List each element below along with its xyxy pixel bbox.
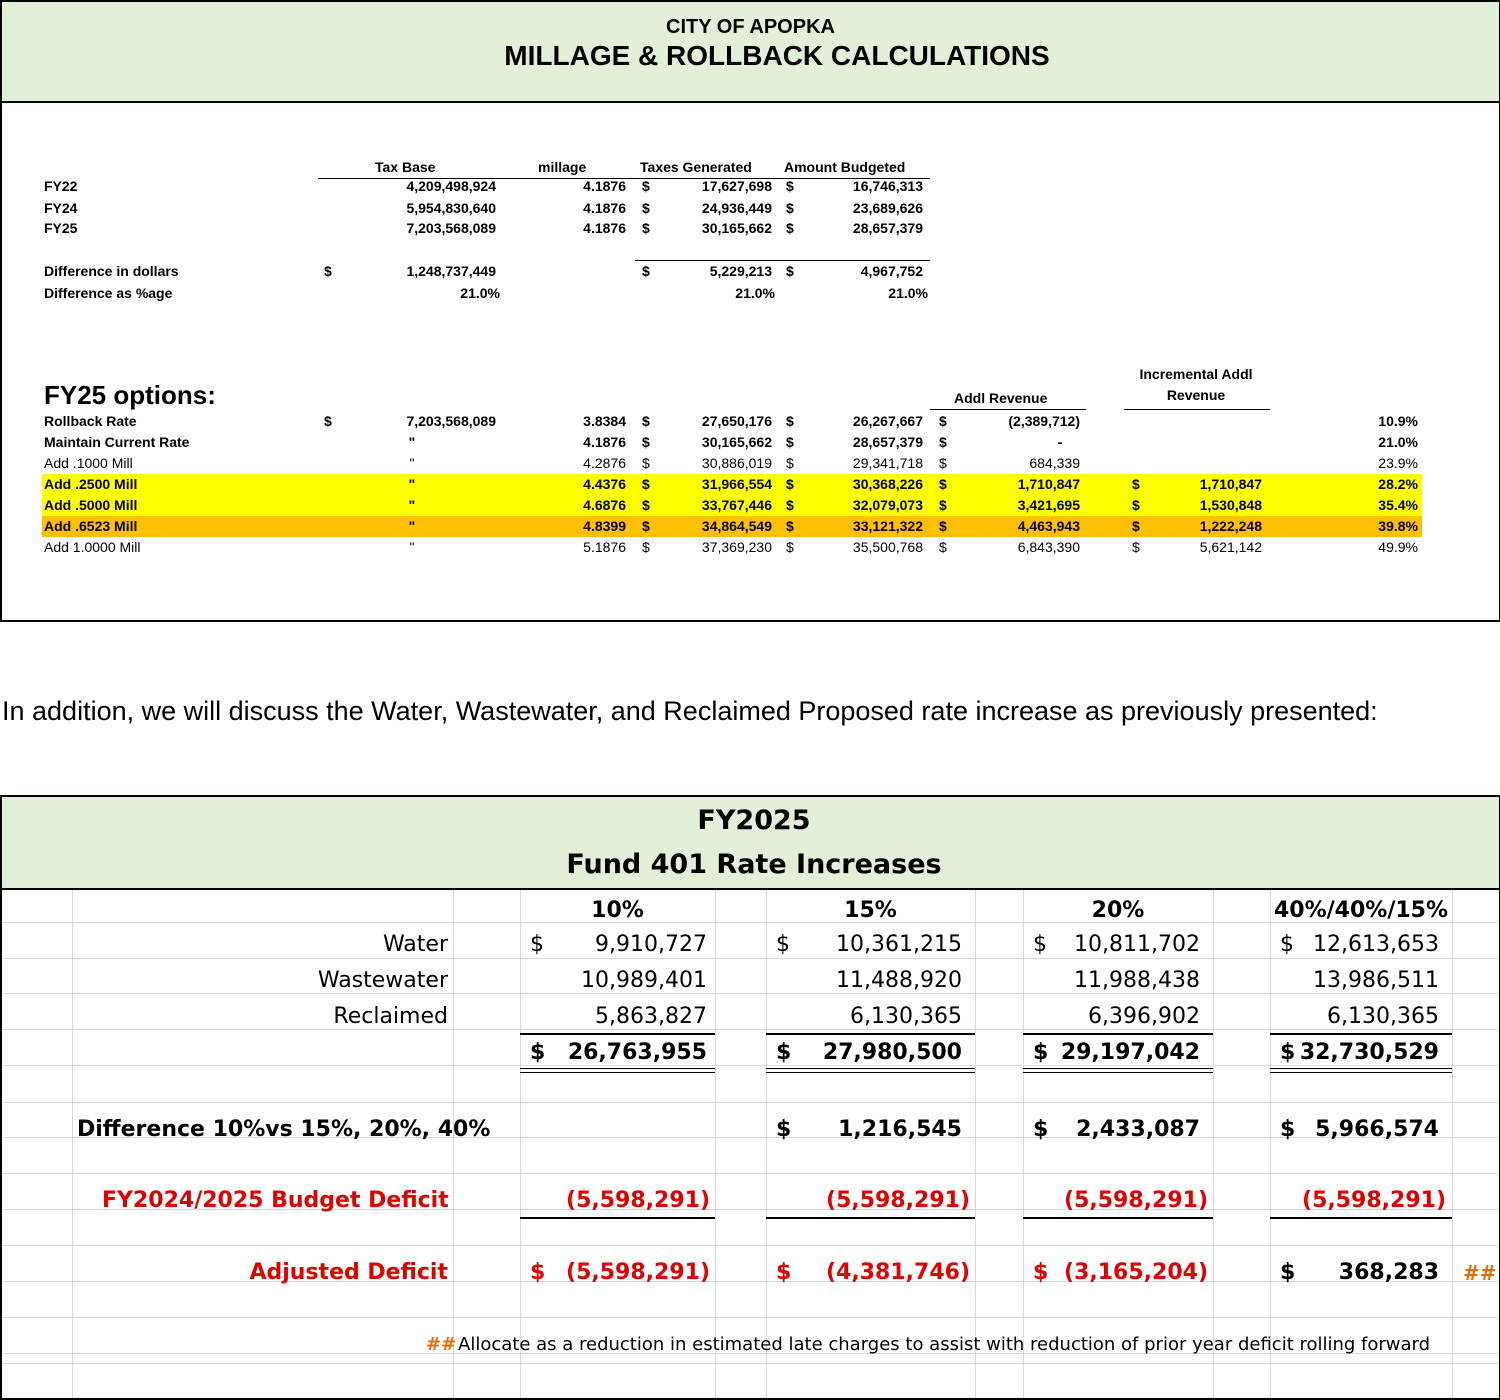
col-taxes-generated: Taxes Generated [640, 159, 752, 175]
fund-total-dollar: $ [1033, 1040, 1049, 1065]
fund-dollar: $ [1033, 932, 1047, 957]
option-taxes: 31,966,554 [701, 476, 772, 492]
option-addl: - [1057, 434, 1063, 450]
option-label: Add .5000 Mill [44, 497, 138, 513]
option-incremental: 1,530,848 [1199, 497, 1262, 513]
fund-401-section [0, 795, 1500, 1400]
difference-value: 2,433,087 [1076, 1117, 1200, 1142]
grid-vline [1452, 890, 1453, 1400]
diff-budgeted: 4,967,752 [860, 263, 923, 279]
fund-header [2, 797, 1499, 890]
diff-pct-label: Difference as %age [44, 285, 173, 301]
option-label: Maintain Current Rate [44, 434, 190, 450]
city-name: CITY OF APOPKA [666, 16, 835, 38]
adjusted-dollar: $ [530, 1260, 546, 1285]
option-d1: $ [642, 497, 650, 513]
difference-value: 5,966,574 [1315, 1117, 1439, 1142]
option-d3: $ [939, 413, 947, 429]
option-pct: 28.2% [1378, 476, 1418, 492]
year-tax-base: 5,954,830,640 [406, 200, 496, 216]
fund-value: 10,989,401 [581, 968, 707, 993]
option-millage: 4.4376 [583, 476, 626, 492]
total-rule [766, 1033, 975, 1035]
year-taxes: 24,936,449 [701, 200, 772, 216]
col-incremental-2: Revenue [1166, 387, 1226, 403]
total-rule [1270, 1033, 1452, 1035]
difference-value: 1,216,545 [838, 1117, 962, 1142]
option-d4: $ [1132, 539, 1140, 555]
option-d1: $ [642, 518, 650, 534]
fund-col-header: 40%/40%/15% [1273, 898, 1449, 923]
grid-vline [975, 890, 976, 1400]
fund-total: 32,730,529 [1299, 1040, 1439, 1065]
option-tax-base: " [409, 539, 415, 555]
year-millage: 4.1876 [583, 178, 626, 194]
option-budgeted: 29,341,718 [852, 455, 923, 471]
diff-dollars-label: Difference in dollars [44, 263, 179, 279]
note-text: Allocate as a reduction in estimated late charges to assist with reduction of prior year deficit rolling forward [458, 1334, 1431, 1355]
option-taxes: 33,767,446 [701, 497, 772, 513]
deficit-rule [1270, 1217, 1452, 1219]
fund-col-header: 10% [591, 898, 644, 923]
adjusted-value: 368,283 [1338, 1260, 1439, 1285]
fund-total-dollar: $ [776, 1040, 792, 1065]
fund-dollar: $ [530, 932, 544, 957]
diff-rule [635, 260, 930, 261]
millage-rollback-section [0, 0, 1500, 622]
millage-title: MILLAGE & ROLLBACK CALCULATIONS [504, 40, 1050, 71]
fund-value: 13,986,511 [1313, 968, 1439, 993]
difference-dollar: $ [1033, 1117, 1049, 1142]
grid-hline [2, 1317, 1499, 1318]
option-d2: $ [786, 518, 794, 534]
year-dollar: $ [642, 178, 650, 194]
option-d3: $ [939, 455, 947, 471]
total-double-rule [1270, 1068, 1452, 1073]
diff-taxes: 5,229,213 [709, 263, 772, 279]
year-millage: 4.1876 [583, 200, 626, 216]
option-tax-base: " [408, 518, 416, 534]
adjusted-value: (4,381,746) [826, 1260, 970, 1285]
option-d3: $ [939, 539, 947, 555]
option-tax-base: 7,203,568,089 [406, 413, 496, 429]
total-double-rule [766, 1068, 975, 1073]
option-tax-base: " [408, 476, 416, 492]
option-pct: 23.9% [1378, 455, 1418, 471]
diff-pct-tax-base: 21.0% [460, 285, 500, 301]
option-d4: $ [1132, 476, 1140, 492]
year-dollar2: $ [786, 220, 794, 236]
note-marker: ## [426, 1334, 457, 1355]
fund-value: 12,613,653 [1313, 932, 1439, 957]
option-addl: 3,421,695 [1017, 497, 1080, 513]
grid-hline [2, 1102, 1499, 1103]
col-amount-budgeted: Amount Budgeted [784, 159, 906, 175]
fund-total: 27,980,500 [822, 1040, 962, 1065]
year-budgeted: 28,657,379 [852, 220, 923, 236]
fund-dollar: $ [776, 932, 790, 957]
adjusted-marker: ## [1463, 1261, 1497, 1285]
total-rule [1023, 1033, 1213, 1035]
deficit-value: (5,598,291) [1064, 1188, 1208, 1213]
option-taxes: 37,369,230 [701, 539, 772, 555]
option-pct: 35.4% [1378, 497, 1418, 513]
grid-vline [72, 890, 73, 1400]
year-budgeted: 16,746,313 [852, 178, 923, 194]
year-tax-base: 7,203,568,089 [406, 220, 496, 236]
adjusted-dollar: $ [1033, 1260, 1049, 1285]
fund-value: 11,488,920 [836, 968, 962, 993]
option-d4: $ [1132, 518, 1140, 534]
option-d2: $ [786, 476, 794, 492]
total-double-rule [1023, 1068, 1213, 1073]
col-addl-revenue: Addl Revenue [954, 390, 1048, 406]
option-label: Rollback Rate [44, 413, 137, 429]
fund-value: 11,988,438 [1074, 968, 1200, 993]
grid-hline [2, 1173, 1499, 1174]
option-tax-base: " [408, 434, 416, 450]
grid-hline [2, 1245, 1499, 1246]
grid-vline [715, 890, 716, 1400]
option-addl: 4,463,943 [1017, 518, 1080, 534]
difference-label: Difference 10%vs 15%, 20%, 40% [77, 1117, 491, 1142]
option-incremental: 1,710,847 [1199, 476, 1262, 492]
grid-vline [520, 890, 521, 1400]
option-d1: $ [642, 539, 650, 555]
fund-col-header: 15% [844, 898, 897, 923]
option-taxes: 30,886,019 [701, 455, 772, 471]
option-addl: 6,843,390 [1017, 539, 1080, 555]
fund-subtitle: Fund 401 Rate Increases [566, 849, 942, 880]
grid-vline [453, 890, 454, 1400]
option-millage: 5.1876 [583, 539, 626, 555]
col-incremental-1: Incremental Addl [1139, 366, 1253, 382]
option-addl: (2,389,712) [1008, 413, 1080, 429]
diff-taxes-dollar: $ [642, 263, 650, 279]
option-tax-base: " [408, 497, 416, 513]
option-millage: 4.1876 [583, 434, 626, 450]
option-budgeted: 30,368,226 [852, 476, 923, 492]
options-title: FY25 options: [44, 380, 216, 410]
option-d1: $ [642, 455, 650, 471]
diff-pct-taxes: 21.0% [735, 285, 775, 301]
option-d3: $ [939, 497, 947, 513]
deficit-value: (5,598,291) [1302, 1188, 1446, 1213]
adjusted-dollar: $ [776, 1260, 792, 1285]
option-tb-dollar: $ [324, 413, 332, 429]
option-millage: 4.2876 [583, 455, 626, 471]
fund-total-dollar: $ [530, 1040, 546, 1065]
deficit-value: (5,598,291) [826, 1188, 970, 1213]
fund-title: FY2025 [697, 805, 811, 836]
fund-row-label: Reclaimed [333, 1004, 448, 1029]
adjusted-label: Adjusted Deficit [249, 1260, 448, 1285]
fund-value: 5,863,827 [595, 1004, 707, 1029]
option-d1: $ [642, 434, 650, 450]
fund-total-dollar: $ [1280, 1040, 1296, 1065]
option-label: Add .2500 Mill [44, 476, 138, 492]
option-taxes: 34,864,549 [701, 518, 772, 534]
year-dollar: $ [642, 220, 650, 236]
incr-rule [1124, 409, 1270, 410]
diff-tax-base: 1,248,737,449 [406, 263, 496, 279]
millage-table [0, 99, 1500, 622]
option-millage: 4.6876 [583, 497, 626, 513]
millage-header [0, 0, 1500, 103]
fund-value: 6,130,365 [1327, 1004, 1439, 1029]
option-budgeted: 32,079,073 [852, 497, 923, 513]
difference-dollar: $ [776, 1117, 792, 1142]
option-d2: $ [786, 455, 794, 471]
option-millage: 3.8384 [583, 413, 626, 429]
fund-row-label: Wastewater [317, 968, 448, 993]
fund-value: 9,910,727 [595, 932, 707, 957]
option-d2: $ [786, 497, 794, 513]
option-pct: 49.9% [1378, 539, 1418, 555]
option-d2: $ [786, 434, 794, 450]
option-d2: $ [786, 539, 794, 555]
year-tax-base: 4,209,498,924 [406, 178, 496, 194]
option-d1: $ [642, 413, 650, 429]
total-double-rule [520, 1068, 715, 1073]
option-d3: $ [939, 518, 947, 534]
option-d3: $ [939, 476, 947, 492]
fund-value: 10,811,702 [1074, 932, 1200, 957]
option-budgeted: 26,267,667 [852, 413, 923, 429]
option-incremental: 1,222,248 [1199, 518, 1262, 534]
option-budgeted: 33,121,322 [852, 518, 923, 534]
adjusted-value: (3,165,204) [1064, 1260, 1208, 1285]
year-dollar: $ [642, 200, 650, 216]
year-label: FY24 [44, 200, 78, 216]
fund-row-label: Water [382, 932, 448, 957]
option-pct: 10.9% [1378, 413, 1418, 429]
adjusted-value: (5,598,291) [566, 1260, 710, 1285]
difference-dollar: $ [1280, 1117, 1296, 1142]
option-d1: $ [642, 476, 650, 492]
year-millage: 4.1876 [583, 220, 626, 236]
option-d3: $ [939, 434, 947, 450]
fund-total: 26,763,955 [567, 1040, 707, 1065]
fund-total: 29,197,042 [1060, 1040, 1200, 1065]
option-tax-base: " [409, 455, 415, 471]
col-tax-base: Tax Base [375, 159, 436, 175]
fund-value: 6,396,902 [1088, 1004, 1200, 1029]
option-pct: 39.8% [1378, 518, 1418, 534]
col-millage: millage [538, 159, 587, 175]
deficit-rule [520, 1217, 715, 1219]
option-taxes: 27,650,176 [701, 413, 772, 429]
diff-pct-budgeted: 21.0% [888, 285, 928, 301]
option-incremental: 5,621,142 [1199, 539, 1262, 555]
option-label: Add .6523 Mill [44, 518, 138, 534]
fund-dollar: $ [1280, 932, 1294, 957]
grid-vline [1213, 890, 1214, 1400]
total-rule [520, 1033, 715, 1035]
option-taxes: 30,165,662 [701, 434, 772, 450]
year-budgeted: 23,689,626 [852, 200, 923, 216]
grid-vline [766, 890, 767, 1400]
option-millage: 4.8399 [583, 518, 626, 534]
option-label: Add 1.0000 Mill [44, 539, 141, 555]
year-dollar2: $ [786, 200, 794, 216]
fund-value: 10,361,215 [836, 932, 962, 957]
adjusted-dollar: $ [1280, 1260, 1296, 1285]
year-label: FY22 [44, 178, 78, 194]
year-dollar2: $ [786, 178, 794, 194]
option-pct: 21.0% [1378, 434, 1418, 450]
year-taxes: 30,165,662 [701, 220, 772, 236]
year-label: FY25 [44, 220, 78, 236]
deficit-value: (5,598,291) [566, 1188, 710, 1213]
option-d2: $ [786, 413, 794, 429]
deficit-label: FY2024/2025 Budget Deficit [102, 1188, 449, 1213]
option-budgeted: 35,500,768 [852, 539, 923, 555]
fund-col-header: 20% [1091, 898, 1145, 923]
grid-hline [2, 1363, 1499, 1364]
deficit-rule [766, 1217, 975, 1219]
deficit-rule [1023, 1217, 1213, 1219]
option-label: Add .1000 Mill [44, 455, 133, 471]
option-addl: 684,339 [1029, 455, 1080, 471]
diff-dollar-sign: $ [324, 263, 332, 279]
year-taxes: 17,627,698 [701, 178, 772, 194]
option-budgeted: 28,657,379 [852, 434, 923, 450]
addl-rule [930, 409, 1086, 410]
option-addl: 1,710,847 [1017, 476, 1080, 492]
fund-value: 6,130,365 [850, 1004, 962, 1029]
intro-paragraph: In addition, we will discuss the Water, Wastewater, and Reclaimed Proposed rate increase as previously presented: [2, 696, 1378, 726]
option-d4: $ [1132, 497, 1140, 513]
diff-budget-dollar: $ [786, 263, 794, 279]
